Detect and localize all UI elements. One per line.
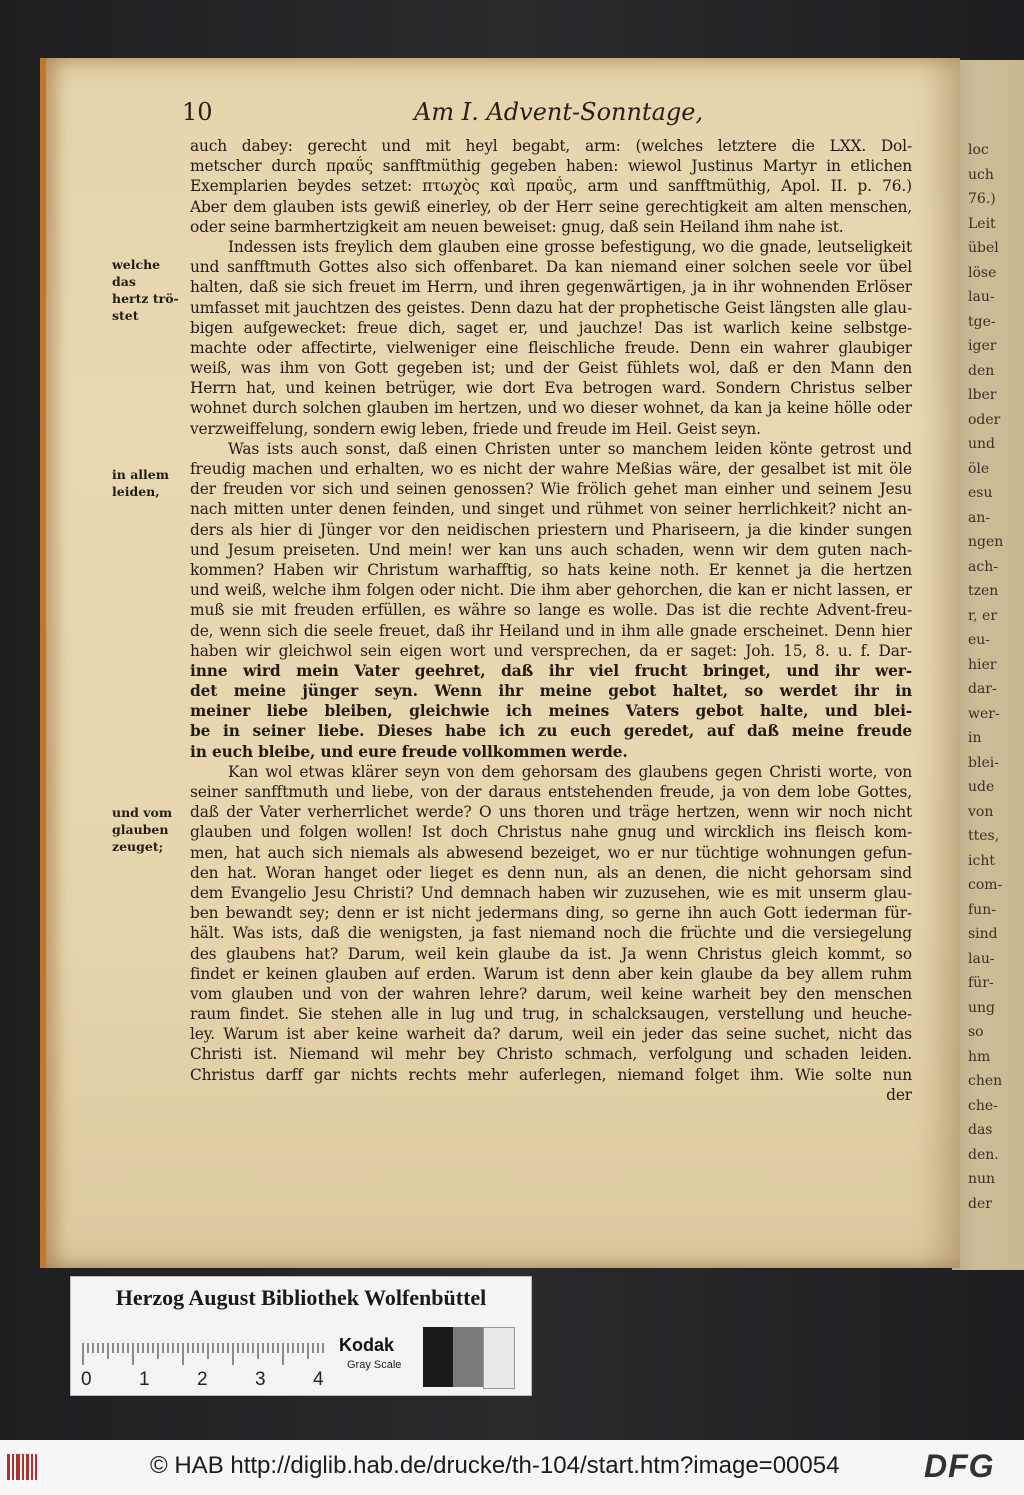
adjacent-page-fragment: icht xyxy=(968,852,995,869)
adjacent-page-fragment: der xyxy=(968,1195,992,1212)
adjacent-page-fragment: übel xyxy=(968,240,999,256)
margin-note-line: in allem xyxy=(112,467,169,482)
text-line: ley. Warum ist aber keine warheit da? darum, weil ein jeder das seine suchet, nicht das xyxy=(190,1025,912,1044)
text-line: kommen? Haben wir Christum warhafftig, so hats keine noth. Er kennet ja die hertzen xyxy=(190,560,912,579)
text-line: Kan wol etwas klärer seyn von dem gehorsam des glaubens gegen Christi worte, von xyxy=(228,762,912,781)
adjacent-page-fragment: öle xyxy=(968,460,990,477)
ruler-number: 4 xyxy=(313,1369,324,1390)
text-line: weiß, was ihm von Gott gegeben ist; und der Geist fühlets wol, daß er den Mann den xyxy=(190,359,912,378)
text-line: hält. Was ists, daß die wenigsten, ja fast niemand noch die früchte und die versiegelung xyxy=(190,924,912,943)
adjacent-page-fragment: r, er xyxy=(968,607,998,624)
margin-note-line: stet xyxy=(112,308,139,323)
text-line: de, wenn sich die seele freuet, daß ihr Heiland und in ihm alle gnade erscheinet. Denn hier xyxy=(190,621,912,640)
text-line: seiner sanfftmuth und liebe, von der daraus entstehenden freude, ja von dem lobe Gottes, xyxy=(190,783,912,801)
adjacent-page-fragment: ung xyxy=(968,999,995,1016)
text-line: muß sie mit freuden erfüllen, es währe so lange es wolle. Das ist die rechte Advent-freu- xyxy=(190,601,912,620)
margin-note-line: leiden, xyxy=(112,484,160,499)
text-line: verzweiffelung, sondern ewig leben, friede und freude im Heil. Geist seyn. xyxy=(190,419,761,438)
adjacent-page-fragment: den xyxy=(968,362,995,379)
adjacent-page-fragment: nun xyxy=(968,1171,996,1187)
adjacent-page-fragment: ach- xyxy=(968,558,998,575)
catchword: der xyxy=(886,1085,912,1104)
text-line: bigen aufgewecket: freue dich, saget er, und jauchze! Das ist warlich keine selbstge- xyxy=(190,318,912,337)
adjacent-page-fragment: dar- xyxy=(968,681,997,697)
adjacent-page-fragment: lau- xyxy=(968,289,995,305)
adjacent-page-fragment: ttes, xyxy=(968,828,1000,844)
body-text xyxy=(190,136,912,1105)
text-line: dem Evangelio Jesu Christi? Und demnach haben wir zuzusehen, wie es mit unserm glau- xyxy=(190,883,912,902)
adjacent-page-fragment: an- xyxy=(968,509,991,526)
text-line: det meine jünger seyn. Wenn ihr meine gebot haltet, so werdet ihr in xyxy=(190,682,912,701)
text-line: Exemplarien beydes setzet: πτωχὸς καὶ πραΰς, arm und sanfftmüthig, Apol. II. p. 76.) xyxy=(190,177,912,196)
text-line: metscher durch πραΰς sanfftmüthig gegeben haben: wiewol Justinus Martyr in etlichen xyxy=(190,157,912,176)
adjacent-page-fragment: Leit xyxy=(968,215,996,232)
ruler-number: 0 xyxy=(81,1369,92,1390)
margin-note-line: und vom xyxy=(112,805,173,820)
adjacent-page-fragment: und xyxy=(968,436,995,452)
footer-bar xyxy=(0,1440,1024,1495)
margin-note-line: welche das xyxy=(112,257,161,289)
text-line: Herrn hat, und keinen betrüger, wie dort Eva betrogen ward. Sondern Christus selber xyxy=(190,379,912,398)
text-line: freudig machen und erhalten, wo es nicht der wahre Meßias wäre, der gesalbet ist mit öle xyxy=(190,460,912,478)
text-line: inne wird mein Vater geehret, daß ihr viel frucht bringet, und ihr wer- xyxy=(190,661,912,680)
adjacent-page-fragment: uch xyxy=(968,166,994,183)
adjacent-page-fragment: ude xyxy=(968,779,995,795)
adjacent-page-fragment: com- xyxy=(968,877,1003,893)
adjacent-page-fragment: löse xyxy=(968,264,997,281)
text-line: findet er keinen glauben auf erden. Warum ist denn aber kein glaube da bey allem ruhm xyxy=(190,964,912,983)
adjacent-page-fragment: oder xyxy=(968,411,1001,428)
page-number: 10 xyxy=(182,98,213,126)
margin-note-line: hertz trö- xyxy=(112,291,179,306)
adjacent-page-fragment: lber xyxy=(968,387,997,403)
color-calibration-card xyxy=(70,1276,532,1396)
text-line: halten, daß sie sich freuet im Herrn, und ihren gegenwärtigen, ja in ihr wohnenden Erlöser xyxy=(190,278,912,297)
gray-patch-mid xyxy=(453,1327,483,1387)
copyright-link[interactable]: © HAB http://diglib.hab.de/drucke/th-104/start.htm?image=00054 xyxy=(150,1452,840,1479)
text-line: und sanfftmuth Gottes also sich offenbaret. Da kan niemand einer solchen seele vor übel xyxy=(190,258,912,277)
page-header xyxy=(182,96,897,130)
adjacent-page-fragment: esu xyxy=(968,485,993,501)
gray-patch-white xyxy=(483,1327,515,1389)
text-line: ders als hier di Jünger vor den neidischen priestern und Phariseern, ja die kinder sungen xyxy=(190,520,912,539)
adjacent-page-fragment: lau- xyxy=(968,950,995,967)
text-line: Indessen ists freylich dem glauben eine grosse befestigung, wo die gnade, leutseligkeit xyxy=(228,237,912,256)
adjacent-page-fragment: wer- xyxy=(968,705,1000,722)
text-line: Aber dem glauben ists gewiß einerley, ob der Herr seine gerechtigkeit am alten menschen, xyxy=(190,197,912,216)
text-line: wohnet durch solchen glauben im hertzen, und wo dieser wohnet, da kan ja keine hölle oder xyxy=(190,399,912,418)
text-line: haben wir gleichwol sein eigen wort und versprechen, da er saget: Joh. 15, 8. u. f. Dar- xyxy=(190,641,912,660)
text-line: Christus darff gar nichts rechts mehr auferlegen, niemand folget ihm. Wie solte nun xyxy=(190,1065,912,1084)
adjacent-page-fragment: das xyxy=(968,1122,993,1138)
running-title: Am I. Advent-Sonntage, xyxy=(414,98,704,126)
text-line: der freuden vor sich und seinen genossen? Wie frölich gehet man einher und seinem Jesu xyxy=(190,480,912,499)
kodak-logo: Kodak xyxy=(339,1335,395,1355)
text-line: auch dabey: gerecht und mit heyl begabt, arm: (welches letztere die LXX. Dol- xyxy=(190,137,912,155)
adjacent-page-edge xyxy=(952,60,1024,1270)
text-line: oder seine barmhertzigkeit am neuen beweiset: gnug, daß sein Heiland ihm nahe ist. xyxy=(190,217,844,236)
gray-patch-black xyxy=(423,1327,453,1387)
adjacent-page-fragment: 76.) xyxy=(968,191,996,207)
text-line: vom glauben und von der wahren lehre? darum, weil keine warheit bey den menschen xyxy=(190,984,912,1003)
margin-note-line: glauben xyxy=(112,822,169,837)
margin-note-1 xyxy=(112,256,184,324)
adjacent-page-fragment: für- xyxy=(968,975,994,991)
margin-note-3 xyxy=(112,804,184,855)
margin-note-line: zeuget; xyxy=(112,839,164,854)
adjacent-page-fragment: eu- xyxy=(968,632,991,648)
ruler-number: 3 xyxy=(255,1369,266,1390)
text-line: machte oder affectirte, vielweniger eine fleischliche freude. Denn ein wahrer glaubiger xyxy=(190,338,912,357)
ruler-number: 2 xyxy=(197,1369,208,1390)
text-line: raum findet. Sie stehen alle in lug und trug, in schalcksaugen, verstellung und heuche- xyxy=(190,1005,912,1024)
text-line: ben bewandt sey; denn er ist nicht jedermans ding, so gerne ihn auch Gott iederman für- xyxy=(190,904,912,923)
text-line: nach mitten unter denen feinden, und singet und rühmet von seiner herrlichkeit? nicht an- xyxy=(190,500,912,519)
text-line: daß der Vater verherrlichet werde? O uns thoren und träge hertzen, wenn wir noch nicht xyxy=(190,803,912,822)
adjacent-page-fragment: sind xyxy=(968,926,998,942)
text-line: be in seiner liebe. Dieses habe ich zu euch geredet, auf daß meine freude xyxy=(190,722,912,741)
card-title: Herzog August Bibliothek Wolfenbüttel xyxy=(115,1285,487,1310)
text-line: des glaubens hat? Darum, weil kein glaube da ist. Ja wenn Christus gleich kommt, so xyxy=(190,944,912,963)
text-line: in euch bleibe, und eure freude vollkommen werde. xyxy=(190,742,628,761)
adjacent-page-fragment: in xyxy=(968,730,982,746)
adjacent-page-fragment: den. xyxy=(968,1146,999,1163)
adjacent-page-fragment: hier xyxy=(968,656,997,673)
adjacent-page-fragment: fun- xyxy=(968,901,996,918)
text-line: den hat. Woran hanget oder lieget es denn nun, als an denen, die nicht gehorsam sind xyxy=(190,863,912,882)
dfg-logo: DFG xyxy=(924,1448,995,1484)
adjacent-page-fragment: hm xyxy=(968,1048,991,1065)
margin-note-2 xyxy=(112,466,184,500)
adjacent-page-fragment: so xyxy=(968,1024,984,1040)
adjacent-page-fragment: loc xyxy=(968,142,989,158)
barcode-icon xyxy=(6,1452,38,1482)
adjacent-page-fragment: che- xyxy=(968,1097,998,1114)
adjacent-page-fragment: tzen xyxy=(968,583,999,599)
text-line: Christi ist. Niemand wil mehr bey Christo schmach, verfolgung und schaden leiden. xyxy=(190,1045,912,1064)
adjacent-page-fragment: von xyxy=(968,803,994,820)
text-line: Was ists auch sonst, daß einen Christen unter so manchem leiden könte getrost und xyxy=(228,439,912,458)
gray-scale-label: Gray Scale xyxy=(347,1359,402,1371)
text-line: und weiß, welche ihm folgen oder nicht. Die ihm aber gehorchen, die kan er nicht lassen, er xyxy=(190,581,912,600)
adjacent-page-fragment: ngen xyxy=(968,534,1004,550)
text-line: glauben und folgen wollen! Ist doch Christus nahe gnug und wircklich ins fleisch kom- xyxy=(190,823,912,842)
ruler-number: 1 xyxy=(139,1369,150,1390)
adjacent-page-fragment: tge- xyxy=(968,313,996,330)
adjacent-page-fragment: blei- xyxy=(968,754,999,771)
text-line: meiner liebe bleiben, gleichwie ich meines Vaters gebot halte, und blei- xyxy=(190,702,912,721)
text-line: men, hat auch sich niemals als abwesend bezeiget, wo er nur tüchtige wohnungen gefun- xyxy=(190,843,912,862)
adjacent-page-fragment: iger xyxy=(968,338,997,354)
text-line: und Jesum preiseten. Und mein! wer kan uns auch schaden, wenn wir dem guten nach- xyxy=(190,540,912,559)
text-line: umfasset mit jauchtzen des geistes. Denn dazu hat der prophetische Geist längsten alle glau- xyxy=(190,298,912,317)
adjacent-page-fragment: chen xyxy=(968,1073,1003,1089)
